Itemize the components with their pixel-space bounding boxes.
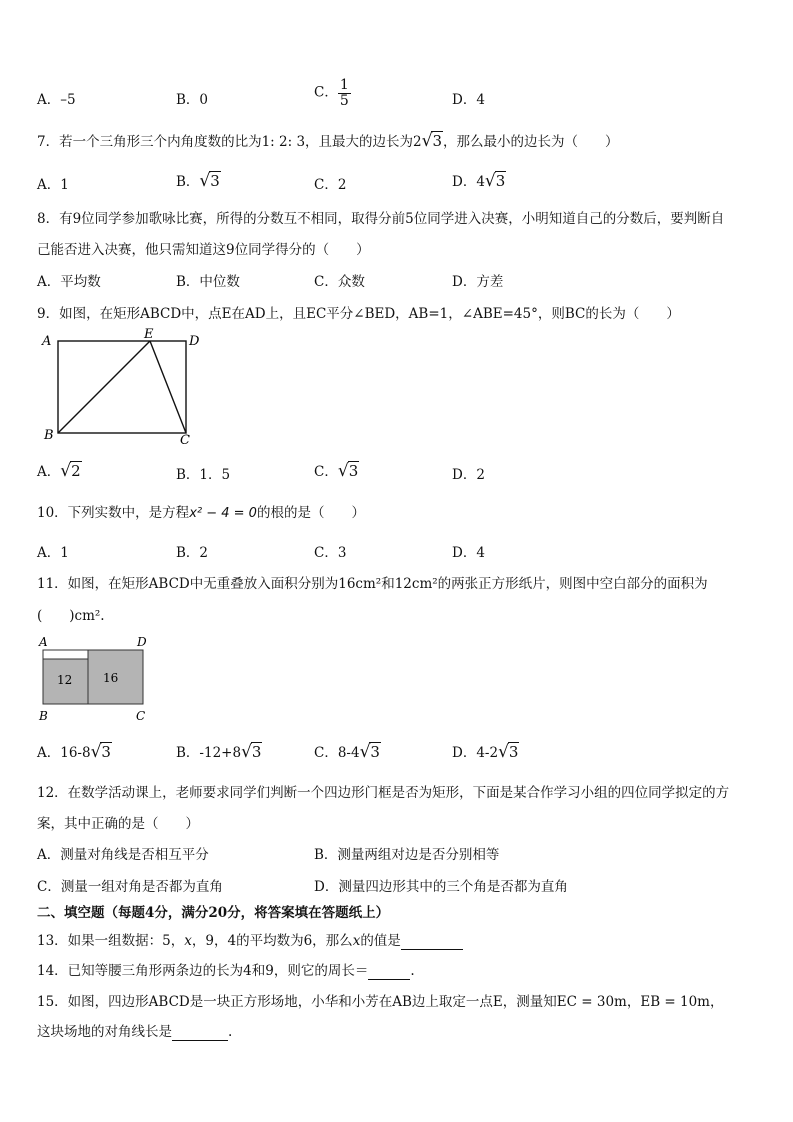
q11-option-c: C．8-4√3: [314, 742, 380, 762]
q8-line2: 己能否进入决赛，他只需知道这9位同学得分的（ ）: [37, 242, 370, 258]
q8-option-b: B．中位数: [176, 274, 240, 290]
section-2-heading: 二、填空题（每题4分，满分20分，将答案填在答题纸上）: [37, 905, 390, 921]
segment-ec: [150, 341, 186, 433]
q12-option-a: A．测量对角线是否相互平分: [37, 847, 209, 863]
q15-line1: 15．如图，四边形ABCD是一块正方形场地，小华和小芳在AB边上取定一点E，测量知EC = 30m，EB = 10m，: [37, 994, 724, 1010]
q14-answer-blank[interactable]: [368, 963, 410, 980]
q7-question: [37, 130, 619, 151]
q6-option-b: B．0: [176, 92, 209, 108]
q6-option-a: A．–5: [37, 92, 76, 108]
q7-sqrt: √3: [421, 131, 443, 151]
q8-option-c: C．众数: [314, 274, 365, 290]
q10-question: 10．下列实数中，是方程x² − 4 = 0的根的是（ ）: [37, 505, 365, 521]
q7-option-b: B．√3: [176, 171, 220, 191]
q12-option-c: C．测量一组对角是否都为直角: [37, 879, 223, 895]
q12-option-d: D．测量四边形其中的三个角是否都为直角: [314, 879, 568, 895]
q8-option-a: A．平均数: [37, 274, 101, 290]
q6-option-d: D．4: [452, 92, 485, 108]
label-d: D: [189, 334, 200, 349]
q7-text-before: 7．若一个三角形三个内角度数的比为1: 2: 3，且最大的边长为: [37, 134, 414, 150]
q6-option-c: [314, 78, 351, 108]
label-b: B: [44, 428, 54, 443]
q9-option-a: A．√2: [37, 461, 81, 481]
q7-option-c: C．2: [314, 177, 347, 193]
q15-line2: 这块场地的对角线长是 .: [37, 1024, 233, 1040]
label-12: 12: [57, 673, 73, 687]
q8-option-d: D．方差: [452, 274, 504, 290]
q9-rectangle-figure: [38, 328, 208, 448]
q9-option-d: D．2: [452, 467, 485, 483]
q7-option-d: D．4√3: [452, 171, 506, 191]
label-b: B: [39, 709, 48, 723]
q7-text-after: ，那么最小的边长为（ ）: [443, 134, 619, 150]
q13-answer-blank[interactable]: [401, 933, 463, 950]
q9-option-b: B．1．5: [176, 467, 231, 483]
q7-option-a: A．1: [37, 177, 69, 193]
q9-option-c: C．√3: [314, 461, 359, 481]
q10-option-a: A．1: [37, 545, 69, 561]
q10-option-c: C．3: [314, 545, 347, 561]
q8-line1: 8．有9位同学参加歌咏比赛，所得的分数互不相同，取得分前5位同学进入决赛，小明知道自己的分数后，要判断自: [37, 211, 725, 227]
label-e: E: [144, 328, 154, 342]
q12-line1: 12．在数学活动课上，老师要求同学们判断一个四边形门框是否为矩形，下面是某合作学习小组的四位同学拟定的方: [37, 785, 730, 801]
label-d: D: [137, 635, 147, 649]
q6-option-c-label: C．: [314, 84, 338, 101]
q11-option-b: B．-12+8√3: [176, 742, 262, 762]
label-c: C: [136, 709, 146, 723]
q12-line2: 案，其中正确的是（ ）: [37, 816, 199, 832]
q11-line1: 11．如图，在矩形ABCD中无重叠放入面积分别为16cm²和12cm²的两张正方形纸片，则图中空白部分的面积为: [37, 576, 708, 592]
q11-line2: ( )cm².: [37, 608, 105, 624]
q7-coef: 2: [413, 134, 422, 150]
rectangle-abcd: [58, 341, 186, 433]
label-a: A: [42, 334, 52, 349]
fraction-numerator: 1: [339, 77, 349, 93]
label-16: 16: [103, 671, 119, 685]
q11-option-a: A．16-8√3: [37, 742, 111, 762]
q11-rectangle-figure: [36, 634, 156, 724]
label-a: A: [39, 635, 48, 649]
q11-option-d: D．4-2√3: [452, 742, 519, 762]
q12-option-b: B．测量两组对边是否分别相等: [314, 847, 500, 863]
q15-answer-blank[interactable]: [172, 1024, 228, 1041]
q13-question: 13．如果一组数据：5，x，9，4的平均数为6，那么x的值是: [37, 929, 463, 950]
label-c: C: [180, 433, 190, 448]
q10-option-b: B．2: [176, 545, 209, 561]
q9-question: 9．如图，在矩形ABCD中，点E在AD上，且EC平分∠BED，AB=1，∠ABE=45°，则BC的长为（ ）: [37, 306, 680, 322]
segment-be: [58, 341, 150, 433]
fraction-denominator: 5: [339, 92, 349, 109]
q10-equation: x² − 4 = 0: [189, 506, 257, 521]
q10-option-d: D．4: [452, 545, 485, 561]
q14-question: 14．已知等腰三角形两条边的长为4和9，则它的周长＝ .: [37, 963, 415, 979]
q6-fraction: [338, 78, 351, 108]
